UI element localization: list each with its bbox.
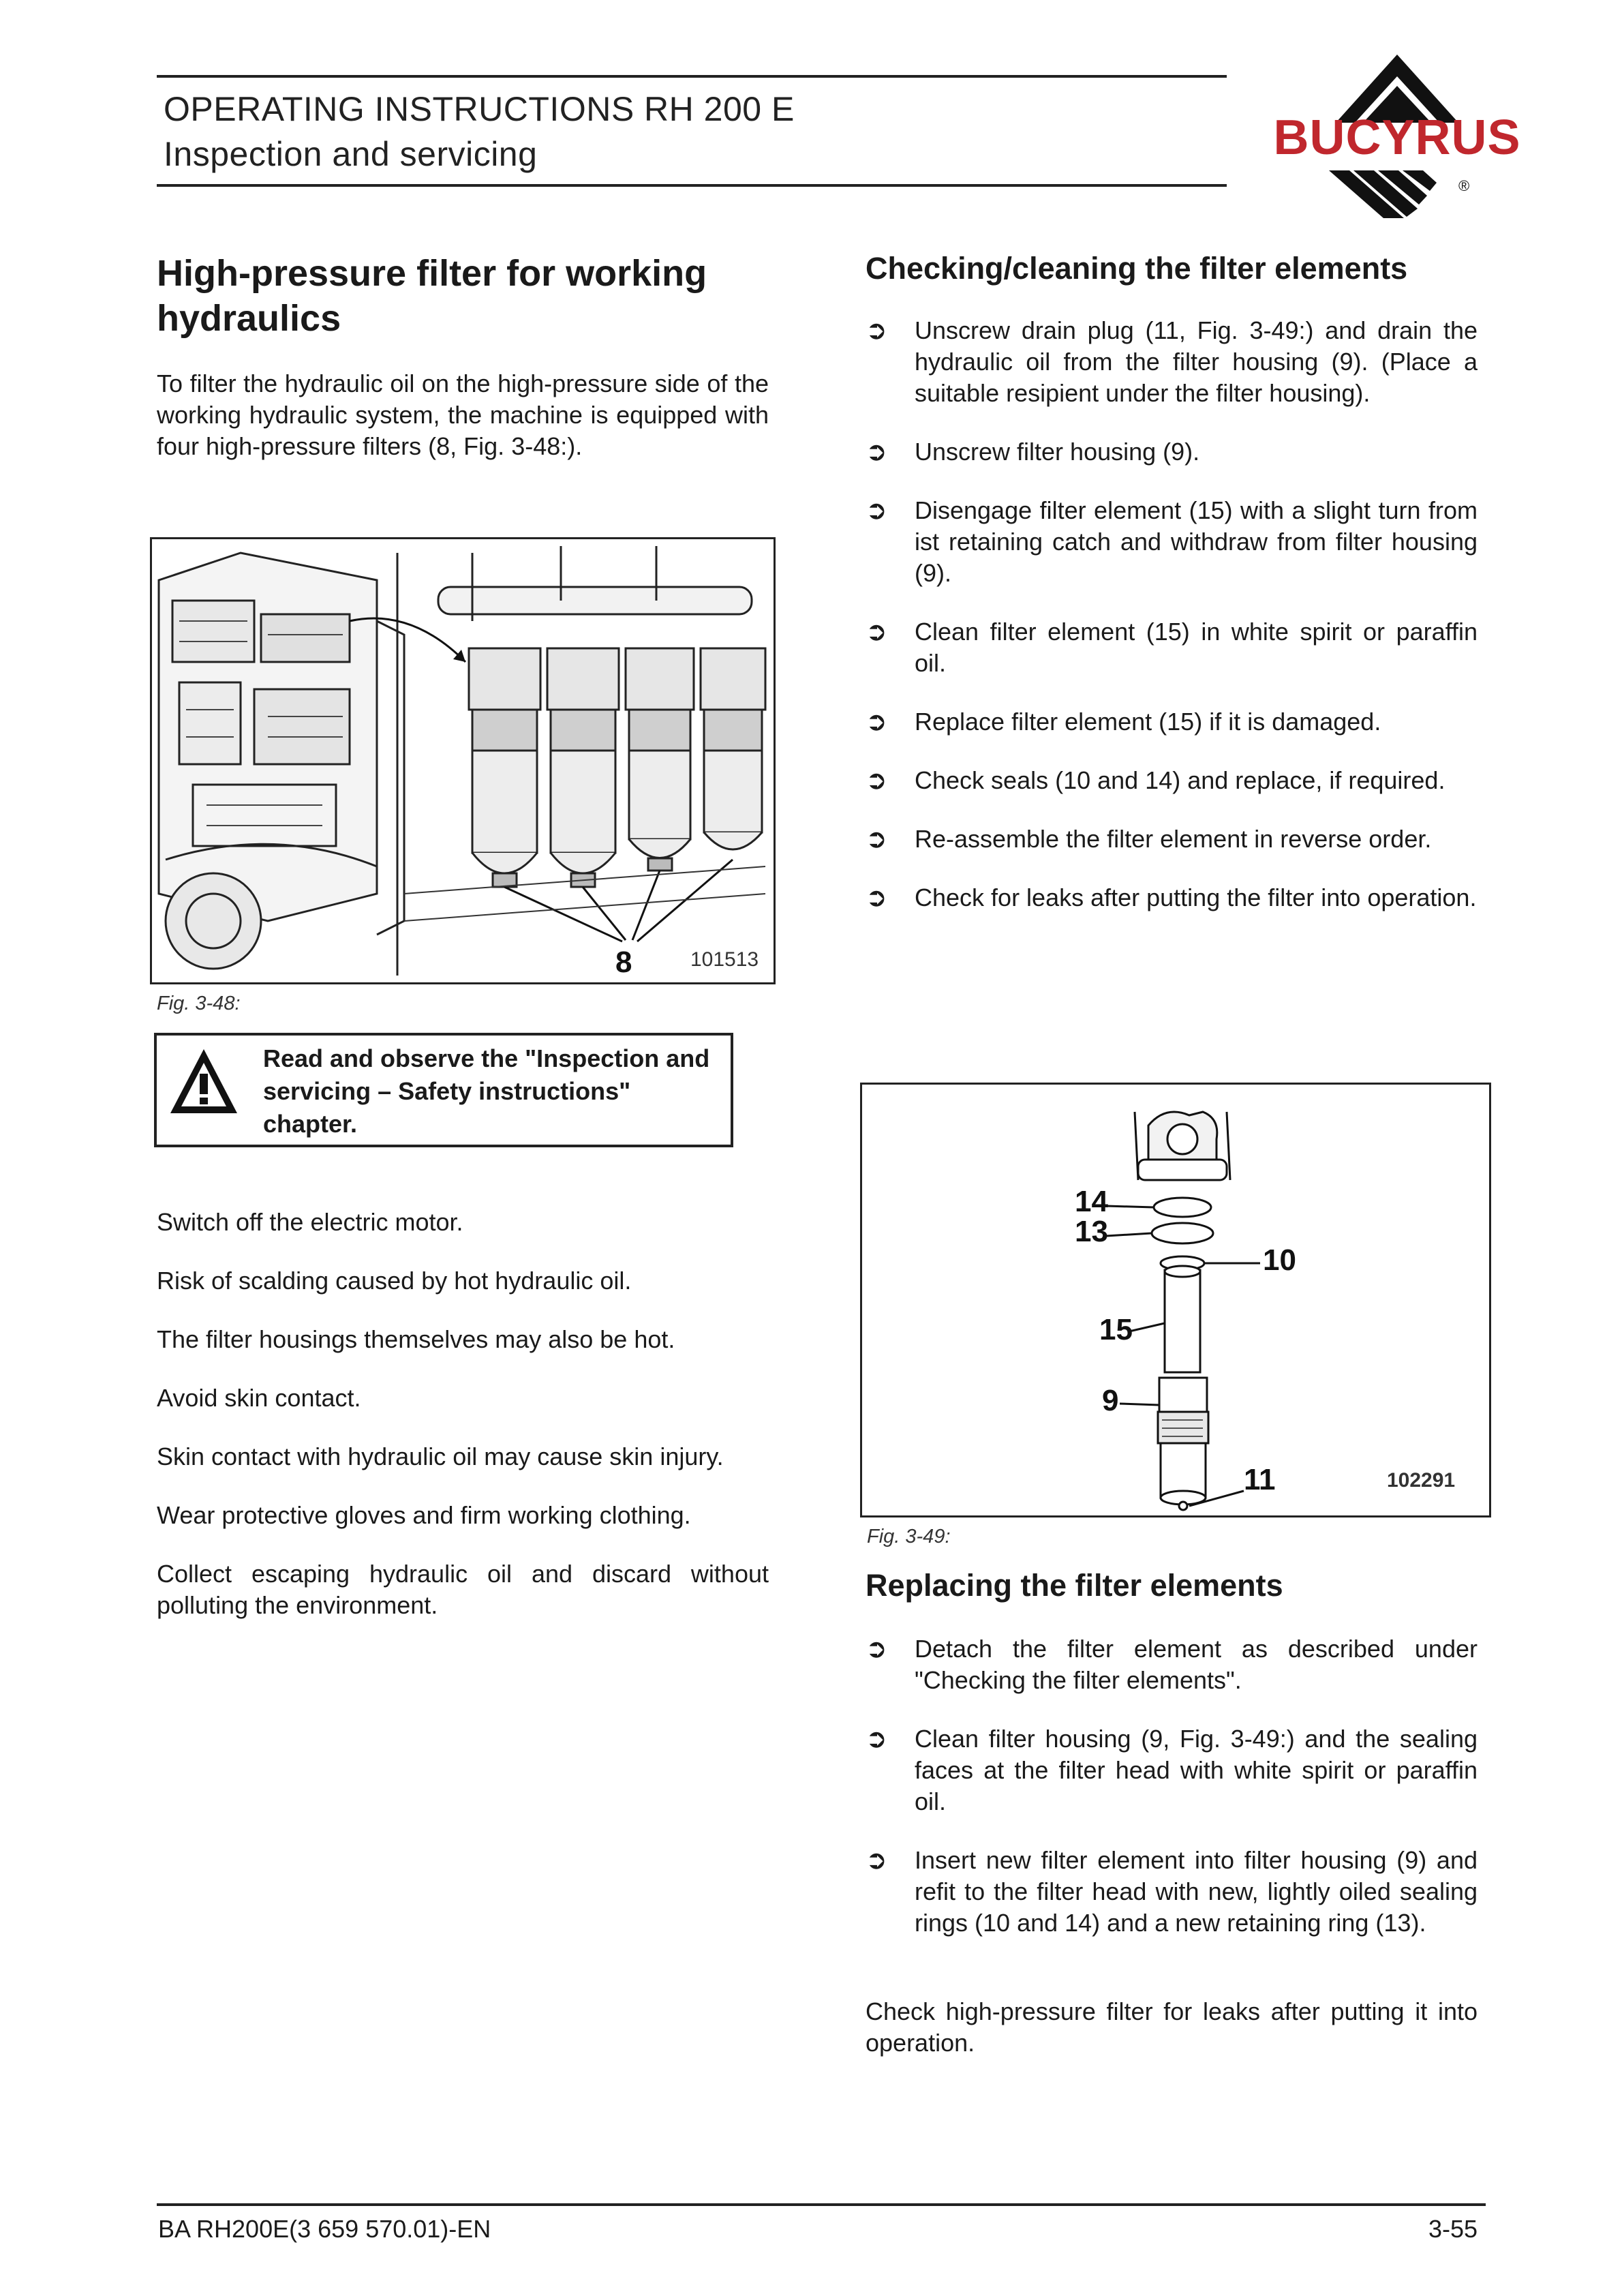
warning-triangle-icon: [166, 1045, 241, 1120]
footer-rule: [157, 2203, 1486, 2206]
arrow-bullet-icon: ➲: [866, 708, 887, 736]
para-housings-hot: The filter housings themselves may also be hot.: [157, 1325, 675, 1353]
list-item: ➲ Check seals (10 and 14) and replace, if required.: [866, 766, 1445, 795]
para-protective-gloves: Wear protective gloves and firm working clothing.: [157, 1501, 691, 1529]
list-item: ➲ Re-assemble the filter element in reverse order.: [866, 825, 1432, 854]
figure-3-49: [860, 1083, 1491, 1517]
fig49-callout-15: 15: [1099, 1313, 1133, 1346]
fig48-number: 101513: [690, 948, 759, 971]
section-checking-heading: Checking/cleaning the filter elements: [866, 251, 1408, 286]
warning-text: Read and observe the "Inspection and servicing – Safety instructions" chapter.: [263, 1044, 710, 1138]
checking-steps-list: [866, 315, 1478, 941]
arrow-bullet-icon: ➲: [866, 618, 887, 646]
arrow-bullet-icon: ➲: [866, 766, 887, 795]
header-top-rule: [157, 75, 1227, 78]
hydraulic-filters-illustration: [152, 539, 774, 982]
logo-text: BUCYRUS: [1273, 110, 1521, 165]
list-item: ➲ Replace filter element (15) if it is damaged.: [866, 708, 1381, 736]
filter-element-exploded-illustration: [862, 1085, 1489, 1515]
list-item: ➲ Clean filter element (15) in white spirit or paraffin oil.: [866, 618, 1478, 677]
arrow-bullet-icon: ➲: [866, 316, 887, 345]
closing-paragraph: Check high-pressure filter for leaks after putting it into operation.: [866, 1997, 1478, 2057]
list-item: ➲ Detach the filter element as described under "Checking the filter elements".: [866, 1635, 1478, 1694]
fig49-number: 102291: [1387, 1469, 1456, 1492]
left-paragraphs: [157, 1207, 769, 1621]
fig49-caption: Fig. 3-49:: [867, 1526, 951, 1547]
registered-mark: ®: [1458, 177, 1470, 194]
document-title: OPERATING INSTRUCTIONS RH 200 E: [164, 90, 795, 128]
fig49-callout-13: 13: [1075, 1215, 1108, 1248]
section-replacing-heading: Replacing the filter elements: [866, 1568, 1283, 1603]
arrow-bullet-icon: ➲: [866, 825, 887, 854]
section-title: Inspection and servicing: [164, 135, 538, 173]
left-heading: High-pressure filter for working hydraulics: [157, 253, 707, 339]
safety-warning-box: [154, 1033, 733, 1147]
list-item: ➲ Unscrew filter housing (9).: [866, 438, 1200, 466]
left-intro: To filter the hydraulic oil on the high-pressure side of the working hydraulic system, the machine is equipped with four high-pressure filters (8, Fig. 3-48:).: [157, 369, 769, 460]
para-collect-oil: Collect escaping hydraulic oil and discard without polluting the environment.: [157, 1560, 769, 1619]
page-number: 3-55: [1428, 2215, 1478, 2243]
para-switch-off: Switch off the electric motor.: [157, 1208, 463, 1236]
arrow-bullet-icon: ➲: [866, 1725, 887, 1753]
arrow-bullet-icon: ➲: [866, 1846, 887, 1875]
arrow-bullet-icon: ➲: [866, 1635, 887, 1663]
list-item: ➲ Check for leaks after putting the filter into operation.: [866, 883, 1477, 912]
fig49-callout-11: 11: [1244, 1463, 1276, 1496]
fig49-callout-10: 10: [1263, 1243, 1296, 1277]
bucyrus-logo: [1261, 55, 1533, 218]
fig48-caption: Fig. 3-48:: [157, 993, 241, 1014]
arrow-bullet-icon: ➲: [866, 496, 887, 525]
replacing-steps-list: [866, 1633, 1478, 1966]
fig48-callout-8: 8: [615, 946, 632, 979]
list-item: ➲ Unscrew drain plug (11, Fig. 3-49:) and drain the hydraulic oil from the filter housing (9). (Place a suitable resipient under the filter housing).: [866, 316, 1478, 407]
arrow-bullet-icon: ➲: [866, 883, 887, 912]
header-bottom-rule: [157, 184, 1227, 187]
fig49-callout-14: 14: [1075, 1185, 1108, 1218]
fig49-callout-9: 9: [1102, 1384, 1119, 1417]
para-avoid-contact: Avoid skin contact.: [157, 1384, 361, 1412]
list-item: ➲ Insert new filter element into filter housing (9) and refit to the filter head with new, lightly oiled sealing rings (10 and 14) and a new retaining ring (13).: [866, 1846, 1478, 1937]
list-item: ➲ Disengage filter element (15) with a slight turn from ist retaining catch and withdraw from filter housing (9).: [866, 496, 1478, 587]
para-skin-injury: Skin contact with hydraulic oil may cause skin injury.: [157, 1442, 724, 1470]
para-risk-scalding: Risk of scalding caused by hot hydraulic oil.: [157, 1267, 632, 1295]
figure-3-48: [150, 537, 776, 984]
footer-doc-id: BA RH200E(3 659 570.01)-EN: [158, 2215, 491, 2243]
arrow-bullet-icon: ➲: [866, 438, 887, 466]
list-item: ➲ Clean filter housing (9, Fig. 3-49:) and the sealing faces at the filter head with white spirit or paraffin oil.: [866, 1725, 1478, 1815]
